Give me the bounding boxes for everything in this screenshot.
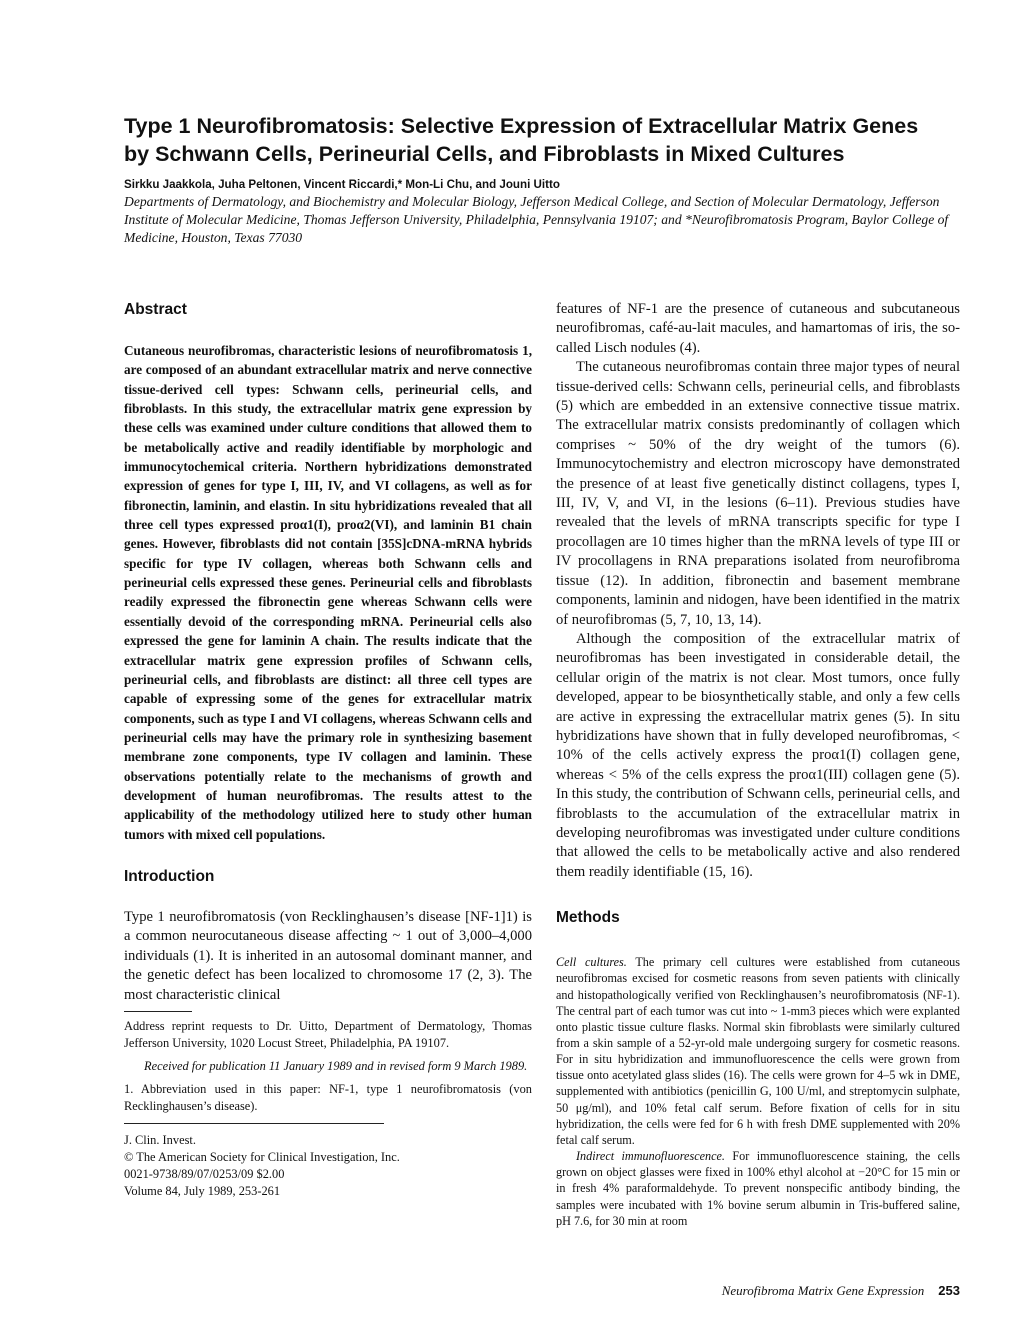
cell-cultures-text: The primary cell cultures were established from cutaneous neurofibromas excised for cosmetic reasons from seven patients with clinically and histopathologically verified von Recklinghausen’s neurofibromatosis (NF-1). The central part of each tumor was cut into ~ 1-mm3 pieces which were explanted onto plastic tissue culture flasks. Normal skin fibroblasts were similarly cultured from a skin sample of a 52-yr-old male undergoing surgery for cosmetic reasons. For in situ hybridization and immunofluorescence the cells were grown from tissue onto acetylated glass slides (16). The cells were grown for 4–5 wk in DME, supplemented with antibiotics (penicillin G, 100 U/ml, and streptomycin sulphate, 50 μg/ml), and 10% fetal calf serum. Before fixation of cells for in situ hybridization, the cells were fed for 6 h with fresh DME supplemented with 20% fetal calf serum. [556,955,961,1147]
page-number: 253 [938,1283,960,1298]
article-title: Type 1 Neurofibromatosis: Selective Expression of Extracellular Matrix Genes by Schwann Cells, Perineurial Cells, and Fibroblasts in Mixed Cultures [124,114,919,166]
methods-indirect-immunofluorescence [556,1148,960,1229]
cell-cultures-runin: Cell cultures. [556,955,627,970]
affiliations: Departments of Dermatology, and Biochemistry and Molecular Biology, Jefferson Medical College, and Section of Molecular Dermatology, Jefferson Institute of Molecular Medicine, Thomas Jefferson University, Philadelphia, Pennsylvania 19107; and *Neurofibromatosis Program, Baylor College of Medicine, Houston, Texas 77030 [124,194,949,245]
running-footer [660,1283,960,1299]
journal-info-divider [124,1123,384,1124]
footnote-divider [124,1011,192,1012]
journal-info [124,1132,532,1200]
journal-name: J. Clin. Invest. [124,1132,196,1147]
abbreviation-footnote: 1. Abbreviation used in this paper: NF-1, type 1 neurofibromatosis (von Recklinghausen’s disease). [124,1081,532,1113]
abstract-body: Cutaneous neurofibromas, characteristic lesions of neurofibromatosis 1, are composed of an abundant extracellular matrix and nerve connective tissue-derived cell types: Schwann cells, perineurial cells, and fibroblasts. In this study, the extracellular matrix gene expression by these cells was examined under culture conditions that allowed them to be metabolically active and readily identifiable by morphologic and immunocytochemical criteria. Northern hybridizations demonstrated expression of genes for type I, III, IV, and VI collagens, as well as for fibronectin, laminin, and elastin. In situ hybridizations revealed that all three cell types expressed proα1(I), proα2(VI), and laminin B1 chain genes. However, fibroblasts did not contain [35S]cDNA-mRNA hybrids specific for type IV collagen, whereas both Schwann cells and perineurial cells expressed these genes. Perineurial cells and fibroblasts readily expressed the fibronectin gene whereas Schwann cells were essentially devoid of the corresponding mRNA. Perineurial cells also expressed the gene for laminin A chain. The results indicate that the extracellular matrix gene expression profiles of Schwann cells, perineurial cells, and fibroblasts are distinct: all three cell types are capable of expressing some of the genes for extracellular matrix components, such as type I and VI collagens, whereas Schwann cells and perineurial cells may have the primary role in synthesizing basement membrane zone components, type IV collagen and laminin. These observations potentially relate to the mechanisms of growth and development of human neurofibromas. The results attest to the applicability of the methodology utilized here to study other human tumors with mixed cell populations. [124,343,532,842]
issn-line: 0021-9738/89/07/0253/09 $2.00 [124,1166,285,1181]
reprint-footnote: Address reprint requests to Dr. Uitto, Department of Dermatology, Thomas Jefferson University, 1020 Locust Street, Philadelphia, PA 19107. [124,1018,532,1050]
volume-line: Volume 84, July 1989, 253-261 [124,1183,281,1198]
intro-continued-paragraph-3: Although the composition of the extracellular matrix of neurofibromas has been investigated in considerable detail, the cellular origin of the matrix is not clear. Most tumors, once fully developed, appear to be biosynthetically stable, and only a few cells are active in expressing the extracellular matrix genes (5). In situ hybridizations have shown that in fully developed neurofibromas, < 10% of the cells actively express the proα1(I) collagen gene, whereas < 5% of the cells express the proα1(III) collagen gene (5). In this study, the contribution of Schwann cells, perineurial cells, and fibroblasts to the accumulation of the extracellular matrix in developing neurofibromas was investigated under culture conditions that allowed the cells to be metabolically active and also rendered them readily identifiable (15, 16). [556,630,960,880]
intro-continued-paragraph-2: The cutaneous neurofibromas contain three major types of neural tissue-derived cells: Schwann cells, perineurial cells, and fibroblasts (5) which are embedded in an extensive connective tissue matrix. The extracellular matrix consists predominantly of collagen which comprises ~ 50% of the dry weight of the tumors (6). Immunocytochemistry and electron microscopy have demonstrated the presence of at least five genetically distinct collagens, types I, III, IV, V, and VI, in the lesions (6–11). Previous studies have revealed that the levels of mRNA transcripts specific for type I procollagen are 10 times higher than the mRNA levels of type III or IV procollagens in RNA preparations isolated from neurofibroma tissue (12). In addition, fibronectin and basement membrane components, laminin and nidogen, have been identified in the matrix of neurofibromas (5, 7, 10, 13, 14). [556,359,960,628]
methods-cell-cultures [556,954,960,1148]
right-column [556,300,960,1229]
abstract-heading: Abstract [124,301,187,318]
intro-continued-paragraph-1: features of NF-1 are the presence of cutaneous and subcutaneous neurofibromas, café-au-lait macules, and hamartomas of iris, the so-called Lisch nodules (4). [556,301,960,356]
indirect-immunofluorescence-runin: Indirect immunofluorescence. [576,1149,725,1164]
left-column [124,300,532,1200]
indirect-immunofluorescence-text: For immunofluorescence staining, the cells grown on object glasses were fixed in 100% ethyl alcohol at −20°C for 15 min or in fresh 4% paraformaldehyde. To prevent nonspecific antibody binding, the samples were incubated with 1% bovine serum albumin in Tris-buffered saline, pH 7.6, for 30 min at room [556,1149,960,1228]
introduction-body: Type 1 neurofibromatosis (von Recklinghausen’s disease [NF-1]1) is a common neurocutaneous disease affecting ~ 1 out of 3,000–4,000 individuals (1). It is inherited in an autosomal dominant manner, and the genetic defect has been localized to chromosome 17 (2, 3). The most characteristic clinical [124,908,532,1003]
methods-heading: Methods [556,909,620,927]
received-footnote: Received for publication 11 January 1989 and in revised form 9 March 1989. [144,1058,528,1073]
author-list: Sirkku Jaakkola, Juha Peltonen, Vincent Riccardi,* Mon-Li Chu, and Jouni Uitto [124,178,560,191]
running-footer-title: Neurofibroma Matrix Gene Expression [721,1283,925,1298]
introduction-heading: Introduction [124,867,215,885]
copyright-notice: © The American Society for Clinical Investigation, Inc. [124,1149,400,1164]
